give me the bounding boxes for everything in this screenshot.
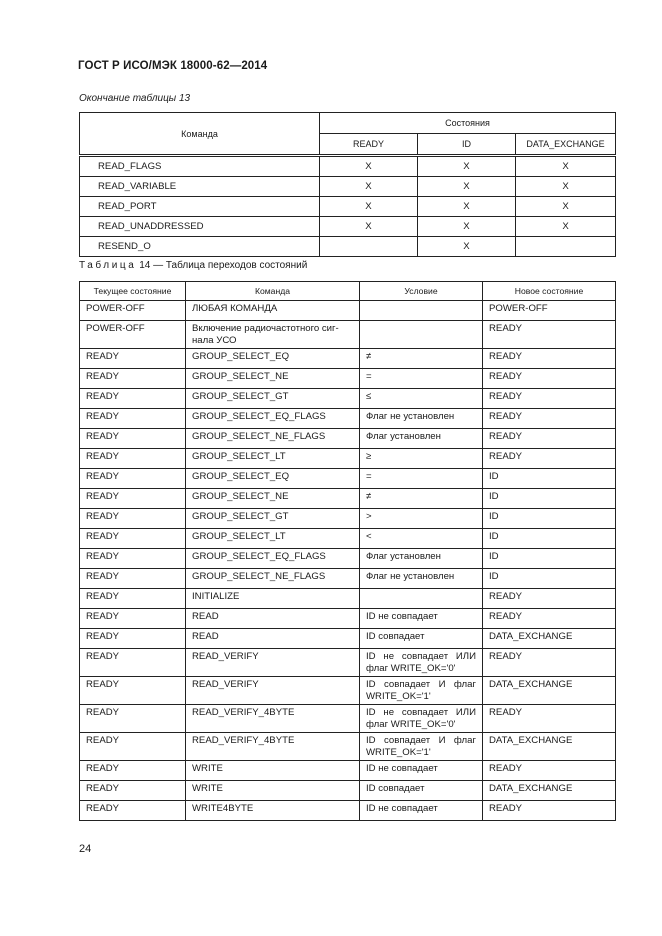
current-state-cell: READY [80,649,186,677]
new-state-cell: ID [483,529,616,549]
current-state-cell: READY [80,733,186,761]
mark-cell: X [320,156,418,177]
current-state-cell: READY [80,429,186,449]
command-cell: GROUP_SELECT_EQ_FLAGS [186,409,360,429]
table14-caption-number: 14 [139,260,151,271]
new-state-cell: READY [483,801,616,821]
table-row [80,217,616,237]
table-14 [79,281,616,821]
current-state-cell: READY [80,677,186,705]
command-cell: READ_UNADDRESSED [80,217,320,237]
table-row [80,389,616,409]
table-row [80,801,616,821]
table14-caption-title: — Таблица переходов состояний [153,260,308,271]
command-cell: WRITE4BYTE [186,801,360,821]
table14-caption-label: Таблица [79,260,137,271]
new-state-cell: READY [483,761,616,781]
table14-header-condition: Условие [360,282,483,301]
current-state-cell: READY [80,509,186,529]
new-state-cell: READY [483,349,616,369]
mark-cell: X [418,197,516,217]
table-row [80,549,616,569]
current-state-cell: READY [80,549,186,569]
condition-cell: ID совпадает И флаг WRITE_OK='1' [360,677,483,705]
table-row [80,237,616,257]
new-state-cell: READY [483,321,616,349]
table-row [80,469,616,489]
command-cell: GROUP_SELECT_LT [186,449,360,469]
command-cell: READ [186,629,360,649]
table-row [80,369,616,389]
condition-cell: = [360,469,483,489]
current-state-cell: READY [80,489,186,509]
table-row [80,197,616,217]
table-13 [79,112,616,257]
table-row [80,677,616,705]
command-cell: ЛЮБАЯ КОМАНДА [186,301,360,321]
table14-body [80,301,616,821]
command-cell: READ_VERIFY_4BYTE [186,733,360,761]
current-state-cell: READY [80,781,186,801]
mark-cell: X [418,177,516,197]
table14-caption [79,260,307,271]
current-state-cell: POWER-OFF [80,301,186,321]
command-cell: INITIALIZE [186,589,360,609]
table-row [80,733,616,761]
new-state-cell: POWER-OFF [483,301,616,321]
table13-caption: Окончание таблицы 13 [79,93,191,104]
command-cell: GROUP_SELECT_EQ [186,469,360,489]
current-state-cell: READY [80,469,186,489]
current-state-cell: READY [80,389,186,409]
current-state-cell: READY [80,349,186,369]
mark-cell: X [418,156,516,177]
table-row [80,156,616,177]
command-cell: GROUP_SELECT_NE [186,489,360,509]
current-state-cell: READY [80,529,186,549]
table-row [80,529,616,549]
table14-header-new-state: Новое состояние [483,282,616,301]
table13-header-id: ID [418,134,516,156]
command-cell: READ_PORT [80,197,320,217]
condition-cell: ID не совпадает [360,801,483,821]
current-state-cell: READY [80,449,186,469]
table13-header-ready: READY [320,134,418,156]
command-cell: READ_VERIFY_4BYTE [186,705,360,733]
new-state-cell: DATA_EXCHANGE [483,629,616,649]
mark-cell: X [516,197,616,217]
mark-cell: X [418,237,516,257]
new-state-cell: READY [483,429,616,449]
condition-cell: ID не совпадает ИЛИ флаг WRITE_OK='0' [360,649,483,677]
new-state-cell: READY [483,589,616,609]
table-row [80,629,616,649]
command-cell: GROUP_SELECT_LT [186,529,360,549]
command-cell: READ [186,609,360,629]
command-cell: READ_VERIFY [186,677,360,705]
command-cell: GROUP_SELECT_GT [186,389,360,409]
condition-cell [360,301,483,321]
current-state-cell: POWER-OFF [80,321,186,349]
command-cell: WRITE [186,761,360,781]
current-state-cell: READY [80,705,186,733]
command-cell: GROUP_SELECT_NE [186,369,360,389]
new-state-cell: ID [483,569,616,589]
table14-header-current-state: Текущее состояние [80,282,186,301]
command-cell: WRITE [186,781,360,801]
table13-header-data-exchange: DATA_EXCHANGE [516,134,616,156]
new-state-cell: READY [483,369,616,389]
table-row [80,569,616,589]
current-state-cell: READY [80,609,186,629]
command-cell: GROUP_SELECT_EQ_FLAGS [186,549,360,569]
command-cell: READ_FLAGS [80,156,320,177]
condition-cell: Флаг установлен [360,429,483,449]
condition-cell: Флаг установлен [360,549,483,569]
table14-header-command: Команда [186,282,360,301]
condition-cell: < [360,529,483,549]
mark-cell: X [320,217,418,237]
condition-cell: ID совпадает [360,781,483,801]
mark-cell [516,237,616,257]
current-state-cell: READY [80,629,186,649]
condition-cell: Флаг не установлен [360,569,483,589]
table-row [80,649,616,677]
document-title: ГОСТ Р ИСО/МЭК 18000-62—2014 [78,60,268,72]
table-row [80,781,616,801]
mark-cell: X [516,217,616,237]
condition-cell: ID не совпадает [360,609,483,629]
current-state-cell: READY [80,409,186,429]
new-state-cell: READY [483,609,616,629]
page-number: 24 [79,843,92,855]
condition-cell: = [360,369,483,389]
table-row [80,609,616,629]
table-row [80,489,616,509]
mark-cell: X [516,156,616,177]
condition-cell: ID совпадает [360,629,483,649]
command-cell: GROUP_SELECT_EQ [186,349,360,369]
command-cell: READ_VARIABLE [80,177,320,197]
condition-cell: Флаг не установлен [360,409,483,429]
condition-cell: ≤ [360,389,483,409]
new-state-cell: ID [483,469,616,489]
condition-cell: > [360,509,483,529]
table-row [80,705,616,733]
command-cell: GROUP_SELECT_NE_FLAGS [186,569,360,589]
table-row [80,349,616,369]
command-cell: RESEND_O [80,237,320,257]
new-state-cell: DATA_EXCHANGE [483,733,616,761]
command-cell: Включение радиочастотного сиг-нала УСО [186,321,360,349]
new-state-cell: ID [483,489,616,509]
condition-cell [360,589,483,609]
new-state-cell: READY [483,649,616,677]
condition-cell: ID не совпадает ИЛИ флаг WRITE_OK='0' [360,705,483,733]
new-state-cell: READY [483,409,616,429]
table-row [80,177,616,197]
table13-header-states: Состояния [320,113,616,134]
table-row [80,321,616,349]
condition-cell [360,321,483,349]
new-state-cell: READY [483,389,616,409]
new-state-cell: ID [483,549,616,569]
command-cell: READ_VERIFY [186,649,360,677]
current-state-cell: READY [80,369,186,389]
mark-cell [320,237,418,257]
table-row [80,301,616,321]
new-state-cell: ID [483,509,616,529]
table-row [80,761,616,781]
condition-cell: ID не совпадает [360,761,483,781]
mark-cell: X [516,177,616,197]
new-state-cell: DATA_EXCHANGE [483,781,616,801]
condition-cell: ≠ [360,489,483,509]
mark-cell: X [320,197,418,217]
condition-cell: ≥ [360,449,483,469]
mark-cell: X [418,217,516,237]
mark-cell: X [320,177,418,197]
condition-cell: ID совпадает И флаг WRITE_OK='1' [360,733,483,761]
table13-header-command: Команда [80,113,320,156]
table-row [80,509,616,529]
condition-cell: ≠ [360,349,483,369]
current-state-cell: READY [80,761,186,781]
new-state-cell: DATA_EXCHANGE [483,677,616,705]
current-state-cell: READY [80,589,186,609]
table-row [80,409,616,429]
new-state-cell: READY [483,705,616,733]
new-state-cell: READY [483,449,616,469]
current-state-cell: READY [80,569,186,589]
command-cell: GROUP_SELECT_NE_FLAGS [186,429,360,449]
table-row [80,589,616,609]
current-state-cell: READY [80,801,186,821]
command-cell: GROUP_SELECT_GT [186,509,360,529]
table-row [80,449,616,469]
table-row [80,429,616,449]
